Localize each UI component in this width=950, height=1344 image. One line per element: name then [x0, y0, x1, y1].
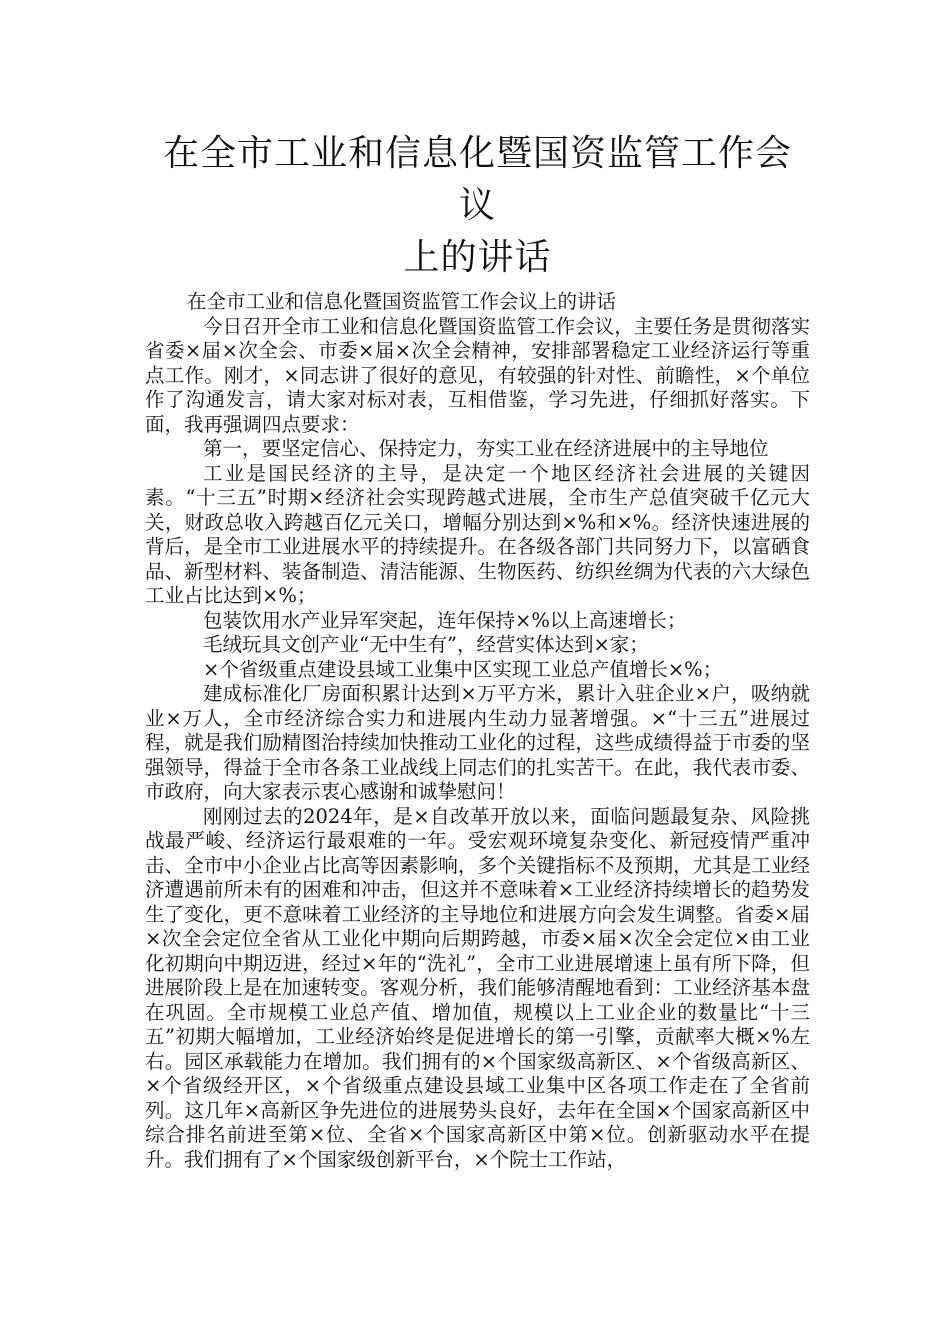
paragraph-5: ×个省级重点建设县域工业集中区实现工业总产值增长×%；: [203, 657, 723, 681]
document-page: [145, 128, 810, 1172]
title-line-2: 上的讲话: [403, 237, 552, 278]
paragraph-7: 刚刚过去的2024年，是×自改革开放以来，面临问题最复杂、风险挑战最严峻、经济运行最艰难的一年。受宏观环境复杂变化、新冠疫情严重冲击、全市中小企业占比高等因素影响，多个关键指标不及预期，尤其是工业经济遭遇前所未有的困难和冲击，但这并不意味着×工业经济持续增长的趋势发生了变化，更不意味着工业经济的主导地位和进展方向会发生调整。省委×届×次全会定位全省从工业化中期向后期跨越，市委×届×次全会定位×由工业化初期向中期迈进，经过×年的“洗礼”，全市工业进展增速上虽有所下降，但进展阶段上是在加速转变。客观分析，我们能够清醒地看到：工业经济基本盘在巩固。全市规模工业总产值、增加值，规模以上工业企业的数量比“十三五”初期大幅增加，工业经济始终是促进增长的第一引擎，贡献率大概×%左右。园区承载能力在增加。我们拥有的×个国家级高新区、×个省级高新区、×个省级经开区，×个省级重点建设县域工业集中区各项工作走在了全省前列。这几年×高新区争先进位的进展势头良好，去年在全国×个国家高新区中综合排名前进至第×位、全省×个国家高新区中第×位。创新驱动水平在提升。我们拥有了×个国家级创新平台，×个院士工作站，: [145, 804, 810, 1171]
paragraph-2: 工业是国民经济的主导，是决定一个地区经济社会进展的关键因素。“十三五”时期×经济社会实现跨越式进展，全市生产总值突破千亿元大关，财政总收入跨越百亿元关口，增幅分别达到×%和×%。经济快速进展的背后，是全市工业进展水平的持续提升。在各级各部门共同努力下，以富硒食品、新型材料、装备制造、清洁能源、生物医药、纺织丝绸为代表的六大绿色工业占比达到×%；: [145, 461, 810, 607]
paragraph-4: 毛绒玩具文创产业“无中生有”，经营实体达到×家；: [203, 633, 649, 656]
document-title: [145, 128, 810, 284]
section-heading-1: 第一，要坚定信心、保持定力，夯实工业在经济进展中的主导地位: [203, 437, 769, 460]
paragraph-3: 包装饮用水产业异军突起，连年保持×%以上高速增长；: [203, 608, 687, 632]
document-subtitle: 在全市工业和信息化暨国资监管工作会议上的讲话: [187, 290, 617, 313]
paragraph-6: 建成标准化厂房面积累计达到×万平方米，累计入驻企业×户，吸纳就业×万人，全市经济综合实力和进展内生动力显著增强。×“十三五”进展过程，就是我们励精图治持续加快推动工业化的过程，这些成绩得益于市委的坚强领导，得益于全市各条工业战线上同志们的扎实苦干。在此，我代表市委、市政府，向大家表示衷心感谢和诚挚慰问！: [145, 682, 810, 803]
paragraph-1: 今日召开全市工业和信息化暨国资监管工作会议，主要任务是贯彻落实省委×届×次全会、市委×届×次全会精神，安排部署稳定工业经济运行等重点工作。刚才，×同志讲了很好的意见，有较强的针对性、前瞻性，×个单位作了沟通发言，请大家对标对表，互相借鉴，学习先进，仔细抓好落实。下面，我再强调四点要求：: [145, 314, 810, 436]
title-line-1: 在全市工业和信息化暨国资监管工作会议: [162, 133, 792, 226]
